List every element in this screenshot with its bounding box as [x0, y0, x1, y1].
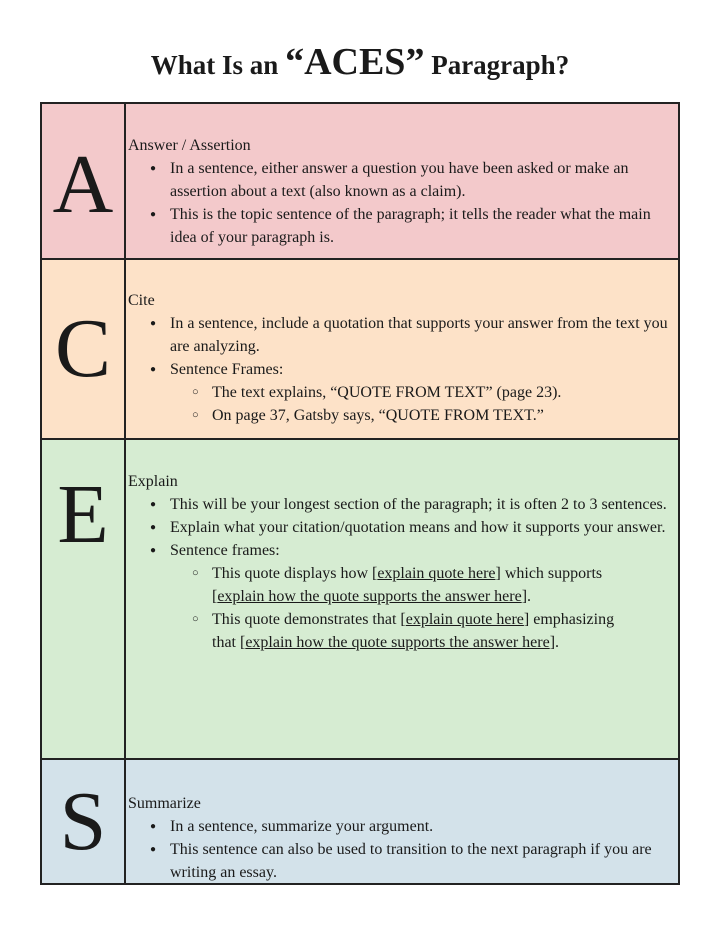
row-cite	[42, 258, 678, 438]
row-explain	[42, 438, 678, 758]
bullet-explain-3: ● Sentence frames:	[128, 539, 670, 562]
bullet-summarize-1: ● In a sentence, summarize your argument.	[128, 815, 670, 838]
content-explain	[128, 440, 670, 654]
bullet-explain-1: ● This will be your longest section of the paragraph; it is often 2 to 3 sentences.	[128, 493, 670, 516]
bullets-answer	[128, 157, 670, 249]
frame-explain-2-text-3: ].	[549, 634, 560, 651]
frame-explain-1	[128, 562, 670, 608]
bullets-cite	[128, 312, 670, 427]
title-suffix: Paragraph?	[424, 50, 570, 80]
title-prefix: What Is an	[150, 50, 286, 80]
letter-c: C	[54, 302, 112, 395]
frame-explain-1-text-1: This quote displays how [	[212, 565, 378, 582]
bullets-explain	[128, 493, 670, 654]
heading-explain: Explain	[128, 473, 178, 490]
frame-explain-2-text-2: ] emphasizing that [	[212, 611, 615, 651]
letter-a: A	[52, 138, 114, 231]
heading-summarize: Summarize	[128, 795, 201, 812]
letter-cell-a	[42, 104, 126, 258]
letter-s: S	[59, 774, 107, 868]
letter-cell-s	[42, 760, 126, 883]
heading-answer: Answer / Assertion	[128, 137, 251, 154]
title-acronym: “ACES”	[285, 41, 425, 83]
row-summarize	[42, 758, 678, 883]
frame-explain-1-text-3: ].	[521, 588, 532, 605]
letter-cell-c	[42, 260, 126, 438]
content-answer	[128, 104, 670, 249]
frame-explain-2-text-1: This quote demonstrates that [	[212, 611, 406, 628]
frame-explain-2	[128, 608, 670, 654]
aces-table	[40, 102, 680, 885]
frame-explain-2-placeholder-2: explain how the quote supports the answer here	[245, 634, 550, 651]
letter-cell-e	[42, 440, 126, 758]
frame-explain-1-placeholder-2: explain how the quote supports the answer here	[217, 588, 522, 605]
bullet-explain-2: ● Explain what your citation/quotation means and how it supports your answer.	[128, 516, 670, 539]
letter-e: E	[57, 468, 109, 561]
bullet-cite-2: ● Sentence Frames:	[128, 358, 670, 381]
frame-explain-2-placeholder-1: explain quote here	[405, 611, 524, 628]
page-title	[0, 42, 720, 85]
frame-cite-1: ○ The text explains, “QUOTE FROM TEXT” (page 23).	[128, 381, 670, 404]
bullets-summarize	[128, 815, 670, 884]
frame-explain-1-text-2: ] which supports [	[212, 565, 603, 605]
bullet-summarize-2: ● This sentence can also be used to transition to the next paragraph if you are writing an essay.	[128, 838, 670, 884]
frame-cite-2: ○ On page 37, Gatsby says, “QUOTE FROM TEXT.”	[128, 404, 670, 427]
content-summarize	[128, 760, 670, 884]
content-cite	[128, 260, 670, 427]
frame-explain-1-placeholder-1: explain quote here	[377, 565, 496, 582]
bullet-answer-2: ● This is the topic sentence of the paragraph; it tells the reader what the main idea of your paragraph is.	[128, 203, 670, 249]
heading-cite: Cite	[128, 292, 155, 309]
bullet-cite-1: ● In a sentence, include a quotation that supports your answer from the text you are analyzing.	[128, 312, 670, 358]
bullet-answer-1: ● In a sentence, either answer a question you have been asked or make an assertion about a text (also known as a claim).	[128, 157, 670, 203]
row-answer	[42, 104, 678, 258]
